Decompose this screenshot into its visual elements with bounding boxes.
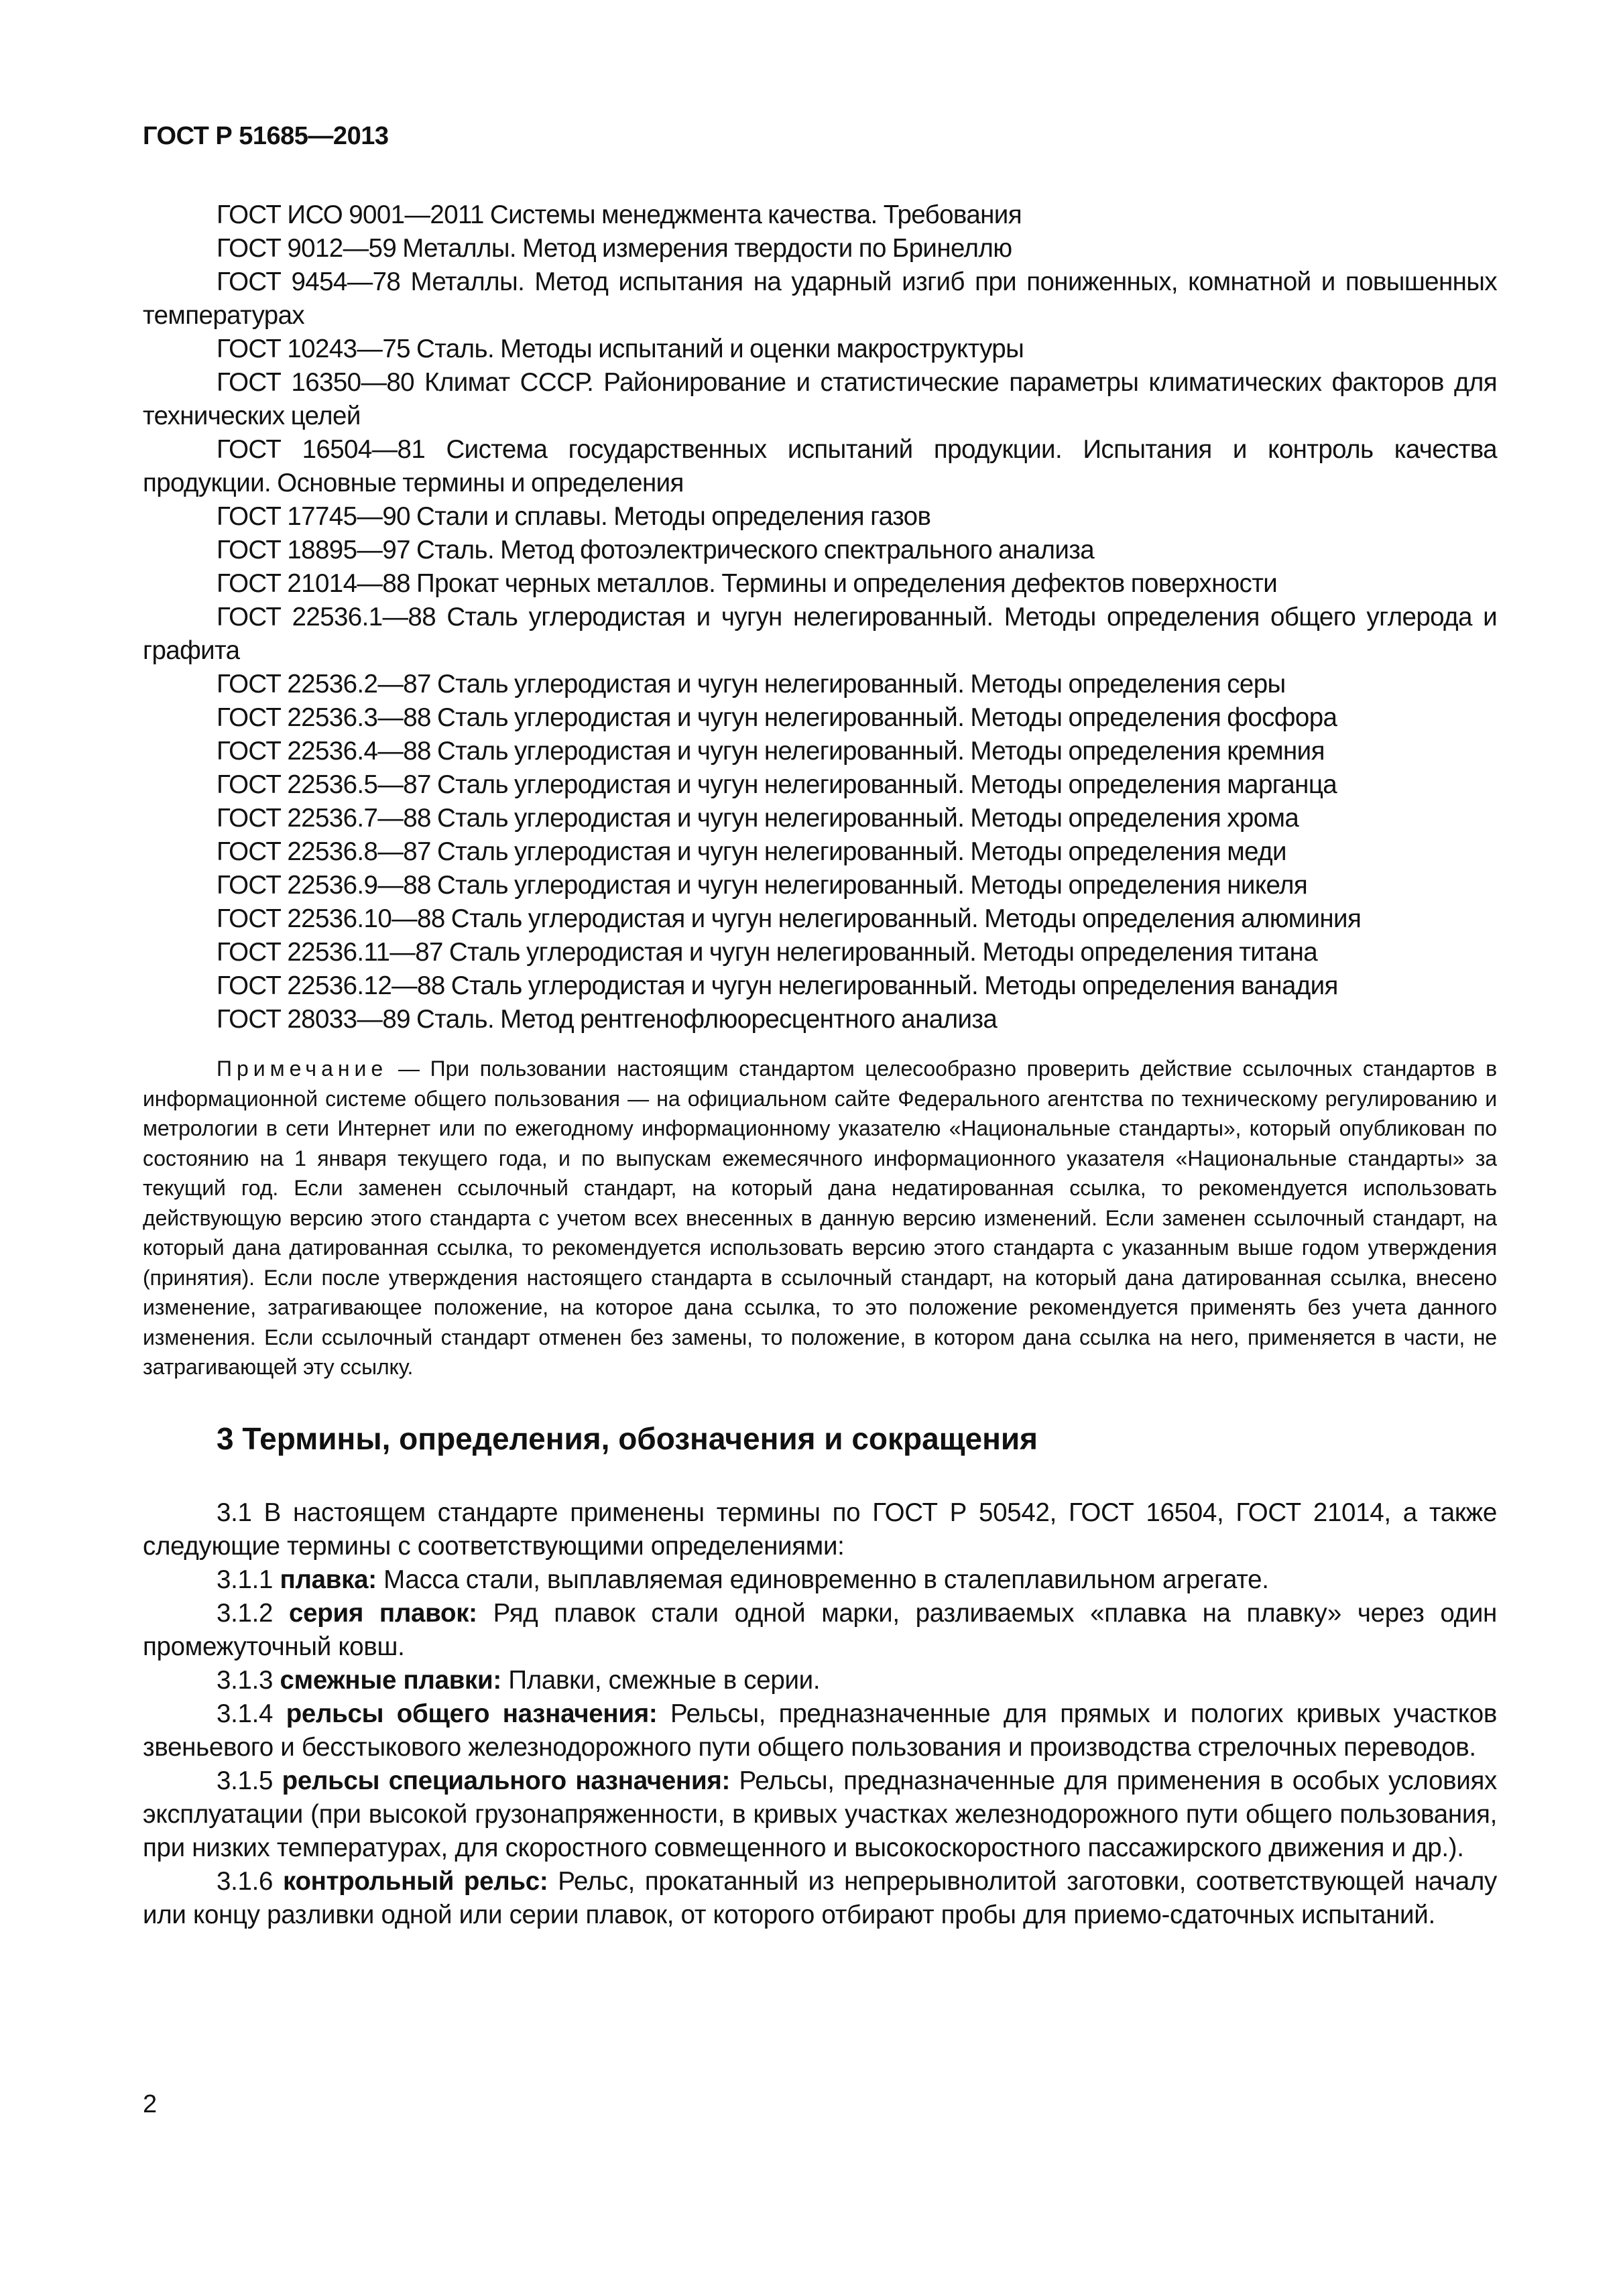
reference-item: ГОСТ 16350—80 Климат СССР. Районирование и статистические параметры климатических факторов для технических целей: [143, 368, 1497, 430]
reference-item: ГОСТ 22536.7—88 Сталь углеродистая и чугун нелегированный. Методы определения хрома: [217, 804, 1299, 833]
reference-item: ГОСТ 22536.12—88 Сталь углеродистая и чугун нелегированный. Методы определения ванадия: [217, 971, 1338, 1000]
reference-item: ГОСТ 22536.4—88 Сталь углеродистая и чугун нелегированный. Методы определения кремния: [217, 737, 1325, 766]
term-text: Рельс, прокатанный из непрерывнолитой заготовки, соответствующей началу или концу разливки одной или серии плавок, от которого отбирают пробы для приемо-сдаточных испытаний.: [143, 1866, 1497, 1929]
reference-item: ГОСТ 28033—89 Сталь. Метод рентгенофлюоресцентного анализа: [217, 1005, 998, 1034]
term-text: Масса стали, выплавляемая единовременно в сталеплавильном агрегате.: [376, 1565, 1269, 1594]
term-number: 3.1.1: [217, 1565, 280, 1594]
reference-item: ГОСТ 9454—78 Металлы. Метод испытания на ударный изгиб при пониженных, комнатной и повышенных температурах: [143, 267, 1497, 330]
term-definition: [143, 1597, 1497, 1664]
reference-item: ГОСТ 22536.9—88 Сталь углеродистая и чугун нелегированный. Методы определения никеля: [217, 871, 1308, 900]
reference-item: ГОСТ 22536.10—88 Сталь углеродистая и чугун нелегированный. Методы определения алюминия: [217, 904, 1362, 933]
term-name: серия плавок:: [289, 1598, 477, 1628]
reference-item: ГОСТ 17745—90 Стали и сплавы. Методы определения газов: [217, 502, 931, 531]
reference-item: ГОСТ 22536.8—87 Сталь углеродистая и чугун нелегированный. Методы определения меди: [217, 837, 1286, 866]
term-text: Рельсы, предназначенные для применения в особых условиях эксплуатации (при высокой грузонапряженности, в кривых участках железнодорожного пути общего пользования, при низких температурах, для скоростного совмещенного и высокоскоростного пассажирского движения и др.).: [143, 1766, 1497, 1862]
section-intro: 3.1 В настоящем стандарте применены термины по ГОСТ Р 50542, ГОСТ 16504, ГОСТ 21014, а также следующие термины с соответствующими определениями:: [143, 1498, 1497, 1561]
term-text: Рельсы, предназначенные для прямых и пологих кривых участков звеньевого и бесстыкового железнодорожного пути общего пользования и производства стрелочных переводов.: [143, 1699, 1498, 1762]
term-name: плавка:: [280, 1565, 377, 1594]
term-number: 3.1.2: [217, 1598, 290, 1628]
reference-item: ГОСТ 22536.1—88 Сталь углеродистая и чугун нелегированный. Методы определения общего углерода и графита: [143, 603, 1497, 665]
section-title: 3 Термины, определения, обозначения и сокращения: [217, 1421, 1038, 1456]
term-definition: [143, 1664, 1497, 1697]
term-name: рельсы общего назначения:: [286, 1699, 658, 1728]
term-definition: [143, 1764, 1497, 1865]
term-name: рельсы специального назначения:: [282, 1766, 731, 1795]
reference-item: ГОСТ 22536.11—87 Сталь углеродистая и чугун нелегированный. Методы определения титана: [217, 938, 1318, 967]
reference-item: ГОСТ 9012—59 Металлы. Метод измерения твердости по Бринеллю: [217, 234, 1012, 263]
term-number: 3.1.5: [217, 1766, 282, 1795]
note-text: — При пользовании настоящим стандартом целесообразно проверить действие ссылочных стандартов в информационной системе общего пользования — на официальном сайте Федерального агентства по техническому регулированию и метрологии в сети Интернет или по ежегодному информационному указателю «Национальные стандарты», который опубликован по состоянию на 1 января текущего года, и по выпускам ежемесячного информационного указателя «Национальные стандарты» за текущий год. Если заменен ссылочный стандарт, на который дана недатированная ссылка, то рекомендуется использовать действующую версию этого стандарта с учетом всех внесенных в данную версию изменений. Если заменен ссылочный стандарт, на который дана датированная ссылка, то рекомендуется использовать версию этого стандарта с указанным выше годом утверждения (принятия). Если после утверждения настоящего стандарта в ссылочный стандарт, на который дана датированная ссылка, внесено изменение, затрагивающее положение, на которое дана ссылка, то это положение рекомендуется применять без учета данного изменения. Если ссылочный стандарт отменен без замены, то положение, в котором дана ссылка на него, применяется в части, не затрагивающей эту ссылку.: [143, 1056, 1497, 1379]
term-number: 3.1.6: [217, 1866, 283, 1896]
reference-item: ГОСТ 21014—88 Прокат черных металлов. Термины и определения дефектов поверхности: [217, 569, 1278, 598]
term-name: смежные плавки:: [280, 1665, 501, 1695]
reference-item: ГОСТ 22536.3—88 Сталь углеродистая и чугун нелегированный. Методы определения фосфора: [217, 703, 1337, 732]
page-content: [143, 198, 1497, 1932]
reference-item: ГОСТ 16504—81 Система государственных испытаний продукции. Испытания и контроль качества продукции. Основные термины и определения: [143, 435, 1497, 497]
term-text: Плавки, смежные в серии.: [501, 1665, 821, 1695]
reference-item: ГОСТ 22536.5—87 Сталь углеродистая и чугун нелегированный. Методы определения марганца: [217, 770, 1337, 799]
reference-item: ГОСТ 18895—97 Сталь. Метод фотоэлектрического спектрального анализа: [217, 536, 1095, 564]
term-number: 3.1.4: [217, 1699, 286, 1728]
term-name: контрольный рельс:: [282, 1866, 548, 1896]
page-number: 2: [143, 2090, 158, 2118]
reference-item: ГОСТ ИСО 9001—2011 Системы менеджмента качества. Требования: [217, 200, 1022, 229]
note-paragraph: [143, 1054, 1497, 1382]
term-definition: [143, 1865, 1497, 1932]
normative-references-list: [143, 198, 1497, 1036]
note-label: Примечание: [217, 1056, 388, 1081]
terms-section: [143, 1496, 1497, 1932]
document-header: ГОСТ Р 51685—2013: [143, 122, 389, 150]
term-definition: [143, 1697, 1497, 1764]
reference-item: ГОСТ 22536.2—87 Сталь углеродистая и чугун нелегированный. Методы определения серы: [217, 670, 1286, 699]
term-number: 3.1.3: [217, 1665, 280, 1695]
reference-item: ГОСТ 10243—75 Сталь. Методы испытаний и оценки макроструктуры: [217, 335, 1024, 363]
term-text: Ряд плавок стали одной марки, разливаемых «плавка на плавку» через один промежуточный ковш.: [143, 1598, 1497, 1661]
term-definition: [143, 1563, 1497, 1597]
